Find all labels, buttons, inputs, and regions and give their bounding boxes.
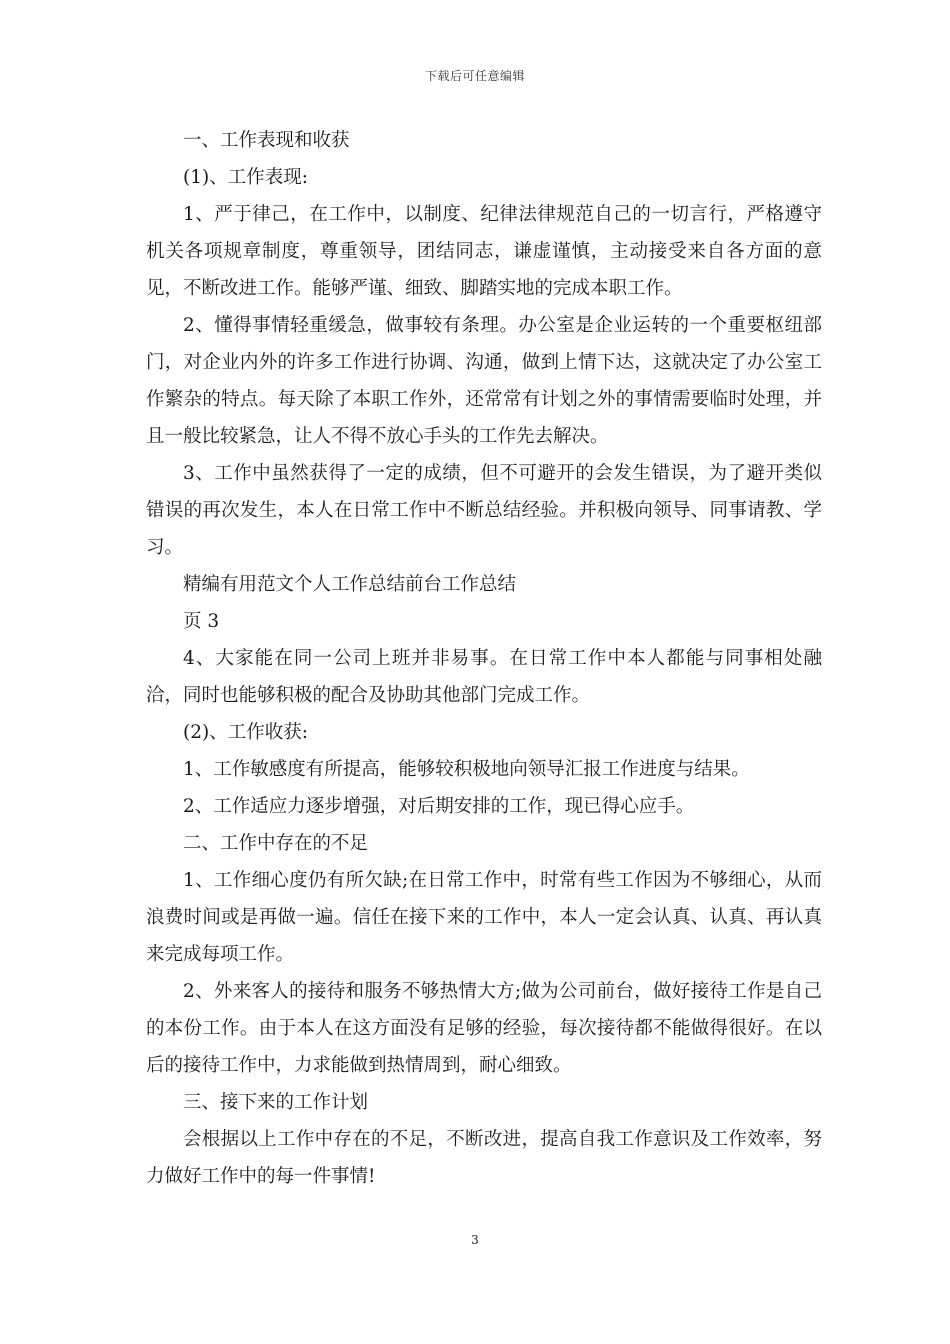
document-body	[146, 122, 822, 1195]
section-heading-plan: 三、接下来的工作计划	[183, 1092, 369, 1113]
paragraph-shortcoming-reception: 2、外来客人的接待和服务不够热情大方;做为公司前台，做好接待工作是自己的本份工作。由于本人在这方面没有足够的经验，每次接待都不能做得很好。在以后的接待工作中，力求能做到热情周到，耐心细致。	[146, 981, 822, 1076]
subsection-heading-gains: (2)、工作收获:	[183, 722, 308, 743]
section-heading-shortcomings: 二、工作中存在的不足	[183, 833, 369, 854]
paragraph-experience: 3、工作中虽然获得了一定的成绩，但不可避开的会发生错误，为了避开类似错误的再次发生，本人在日常工作中不断总结经验。并积极向领导、同事请教、学习。	[146, 463, 822, 558]
paragraph-gain-adaptability: 2、工作适应力逐步增强，对后期安排的工作，现已得心应手。	[183, 796, 695, 817]
page-number: 3	[471, 1233, 479, 1247]
page-label: 页 3	[183, 611, 220, 632]
page-header: 下载后可任意编辑	[424, 69, 525, 83]
paragraph-colleagues: 4、大家能在同一公司上班并非易事。在日常工作中本人都能与同事相处融洽，同时也能够积极的配合及协助其他部门完成工作。	[146, 648, 822, 706]
document-title-line: 精编有用范文个人工作总结前台工作总结	[183, 574, 517, 595]
paragraph-shortcoming-care: 1、工作细心度仍有所欠缺;在日常工作中，时常有些工作因为不够细心，从而浪费时间或是再做一遍。信任在接下来的工作中，本人一定会认真、认真、再认真来完成每项工作。	[146, 870, 822, 965]
paragraph-priorities: 2、懂得事情轻重缓急，做事较有条理。办公室是企业运转的一个重要枢纽部门，对企业内外的许多工作进行协调、沟通，做到上情下达，这就决定了办公室工作繁杂的特点。每天除了本职工作外，还常常有计划之外的事情需要临时处理，并且一般比较紧急，让人不得不放心手头的工作先去解决。	[146, 315, 822, 447]
section-heading-performance: 一、工作表现和收获	[183, 130, 350, 151]
paragraph-gain-sensitivity: 1、工作敏感度有所提高，能够较积极地向领导汇报工作进度与结果。	[183, 759, 750, 780]
paragraph-discipline: 1、严于律己，在工作中，以制度、纪律法律规范自己的一切言行，严格遵守机关各项规章制度，尊重领导，团结同志，谦虚谨慎，主动接受来自各方面的意见，不断改进工作。能够严谨、细致、脚踏实地的完成本职工作。	[146, 204, 822, 299]
paragraph-plan: 会根据以上工作中存在的不足，不断改进，提高自我工作意识及工作效率，努力做好工作中的每一件事情!	[146, 1129, 822, 1187]
subsection-heading-performance: (1)、工作表现:	[183, 167, 308, 188]
